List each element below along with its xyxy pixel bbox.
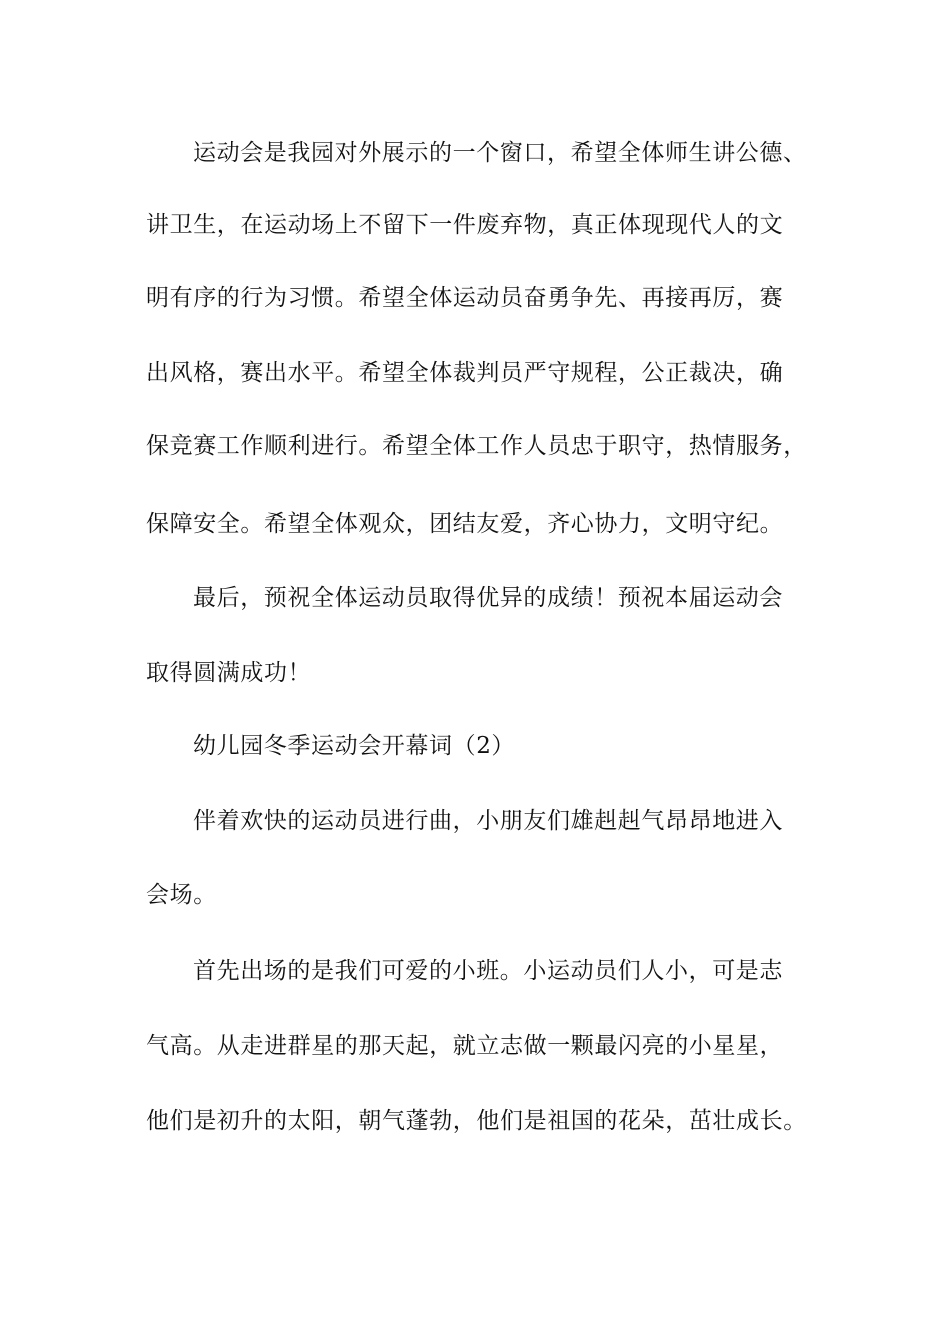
section-title: 幼儿园冬季运动会开幕词（2） <box>193 733 516 759</box>
paragraph-1-line-1: 运动会是我园对外展示的一个窗口，希望全体师生讲公德、 <box>193 140 807 166</box>
paragraph-2-line-1: 最后，预祝全体运动员取得优异的成绩！预祝本届运动会 <box>193 585 783 611</box>
paragraph-2-line-2: 取得圆满成功！ <box>146 660 312 686</box>
paragraph-3-line-2: 会场。 <box>146 882 217 908</box>
paragraph-1-line-2: 讲卫生，在运动场上不留下一件废弃物，真正体现现代人的文 <box>146 212 784 238</box>
paragraph-1-line-6: 保障安全。希望全体观众，团结友爱，齐心协力，文明守纪。 <box>146 511 784 537</box>
paragraph-3-line-1: 伴着欢快的运动员进行曲，小朋友们雄赳赳气昂昂地进入 <box>193 808 783 834</box>
paragraph-4-line-1: 首先出场的是我们可爱的小班。小运动员们人小，可是志 <box>193 958 783 984</box>
paragraph-1-line-4: 出风格，赛出水平。希望全体裁判员严守规程，公正裁决，确 <box>146 360 784 386</box>
paragraph-4-line-3: 他们是初升的太阳，朝气蓬勃，他们是祖国的花朵，茁壮成长。 <box>146 1108 807 1134</box>
paragraph-1-line-3: 明有序的行为习惯。希望全体运动员奋勇争先、再接再厉，赛 <box>146 285 784 311</box>
paragraph-4-line-2: 气高。从走进群星的那天起，就立志做一颗最闪亮的小星星， <box>146 1033 784 1059</box>
paragraph-1-line-5: 保竞赛工作顺利进行。希望全体工作人员忠于职守，热情服务， <box>146 433 807 459</box>
